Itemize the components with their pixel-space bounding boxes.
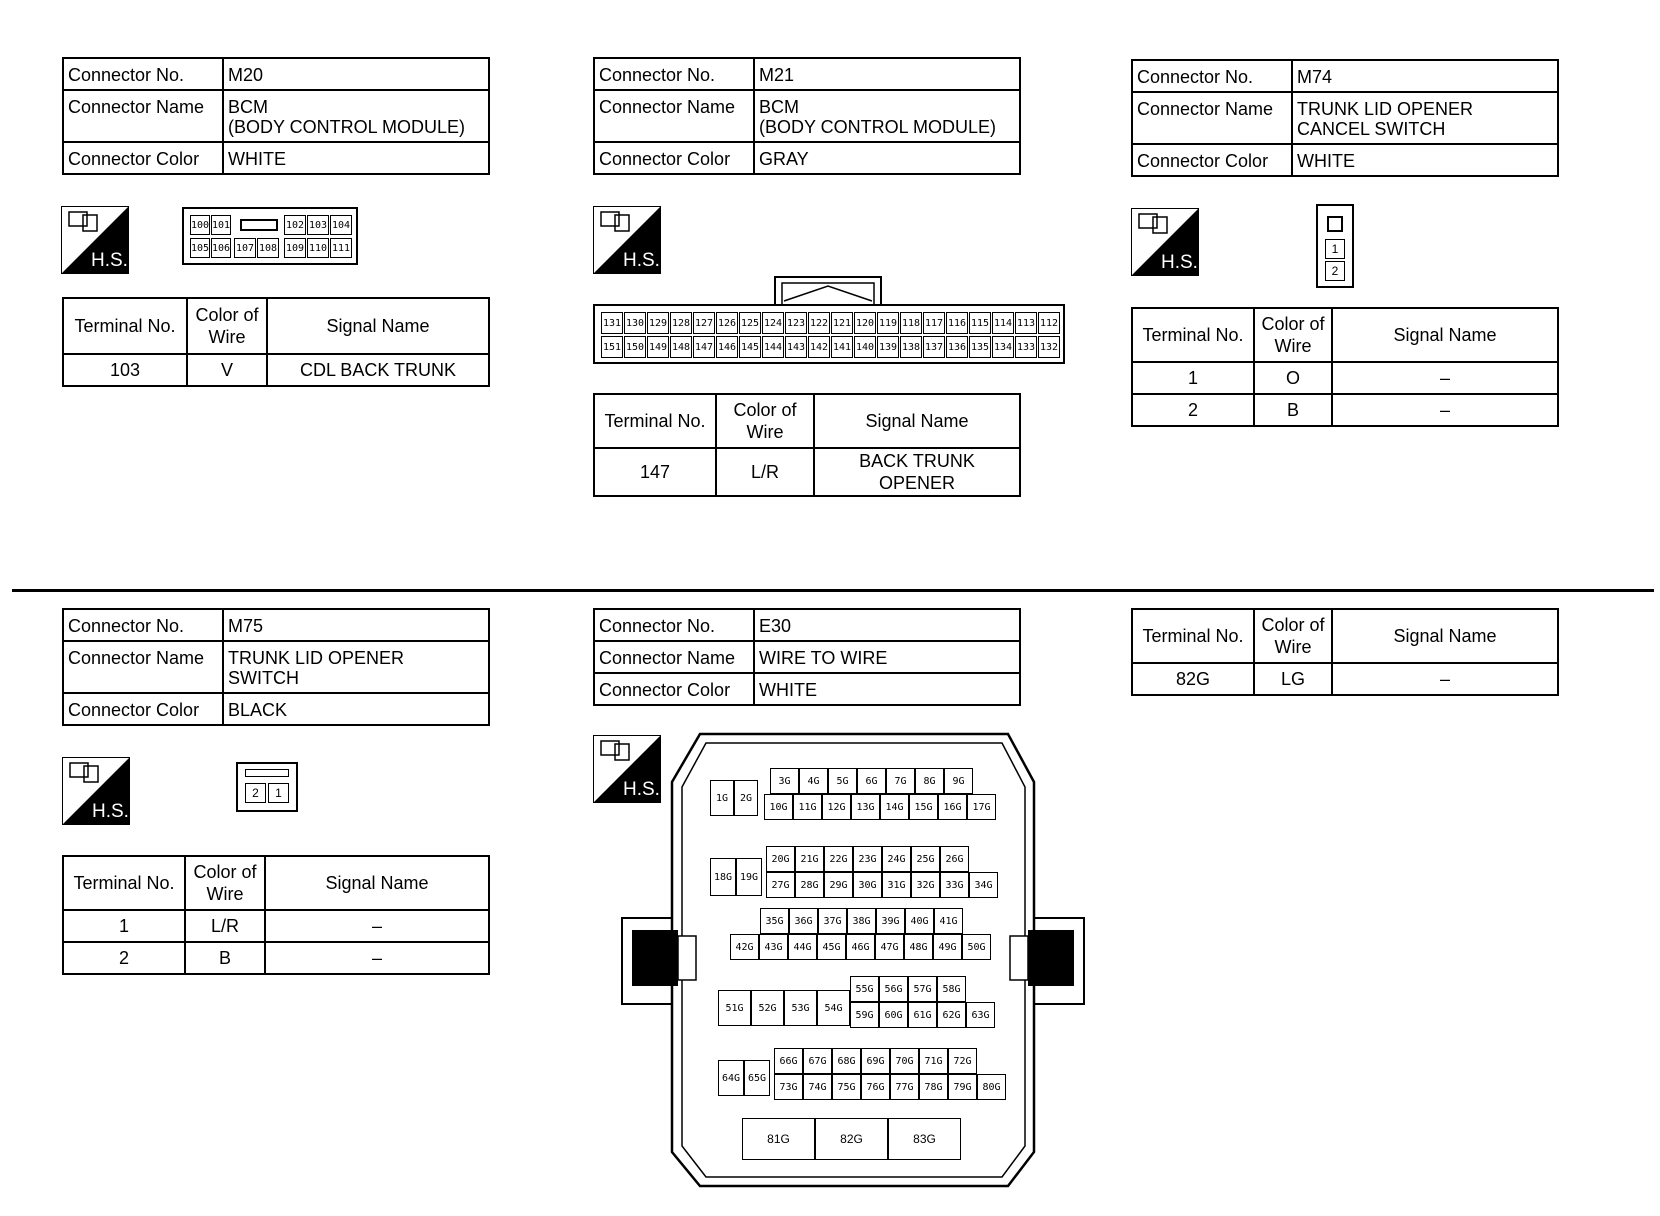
pin: 112 <box>1038 312 1060 334</box>
pin: 137 <box>923 336 945 358</box>
pin: 51G <box>718 990 751 1026</box>
pin: 35G <box>760 908 789 934</box>
info-label: Connector No. <box>594 58 754 90</box>
info-label: Connector Color <box>1132 144 1292 176</box>
table-row <box>63 354 489 386</box>
m74-connector-info <box>1131 59 1559 177</box>
info-label: Connector No. <box>63 58 223 90</box>
pin: 29G <box>824 872 853 898</box>
pin: 24G <box>882 846 911 872</box>
pin: 82G <box>815 1118 888 1160</box>
column-header: Signal Name <box>1332 308 1558 362</box>
info-label: Connector No. <box>63 609 223 641</box>
pin: 34G <box>969 872 998 898</box>
info-value: WHITE <box>223 142 489 174</box>
pin: 107 <box>234 238 256 258</box>
pin: 61G <box>908 1002 937 1028</box>
terminal-no: 103 <box>63 354 187 386</box>
table-row <box>1132 663 1558 695</box>
pin: 143 <box>785 336 807 358</box>
column-header: Signal Name <box>267 298 489 354</box>
pin: 10G <box>764 794 793 820</box>
pin: 20G <box>766 846 795 872</box>
info-label: Connector Name <box>1132 92 1292 144</box>
pin: 33G <box>940 872 969 898</box>
terminal-no: 82G <box>1132 663 1254 695</box>
connector-key <box>240 219 278 231</box>
pin: 17G <box>967 794 996 820</box>
pin: 54G <box>817 990 850 1026</box>
pin: 127 <box>693 312 715 334</box>
pin: 114 <box>992 312 1014 334</box>
signal-name: – <box>265 910 489 942</box>
hs-label: H.S. <box>623 779 660 800</box>
signal-name: – <box>265 942 489 974</box>
pin: 27G <box>766 872 795 898</box>
pin: 30G <box>853 872 882 898</box>
info-label: Connector Name <box>63 90 223 142</box>
pin: 103 <box>307 215 329 235</box>
pin: 147 <box>693 336 715 358</box>
pin: 138 <box>900 336 922 358</box>
info-value: BCM (BODY CONTROL MODULE) <box>754 90 1020 142</box>
pin: 142 <box>808 336 830 358</box>
pin: 2 <box>245 783 266 803</box>
info-value: M21 <box>754 58 1020 90</box>
pin: 60G <box>879 1002 908 1028</box>
pin: 133 <box>1015 336 1037 358</box>
pin: 40G <box>905 908 934 934</box>
pin: 46G <box>846 934 875 960</box>
info-label: Connector Name <box>63 641 223 693</box>
info-value: WHITE <box>754 673 1020 705</box>
pin: 59G <box>850 1002 879 1028</box>
harness-side-icon <box>62 757 130 825</box>
info-label: Connector Color <box>63 142 223 174</box>
hs-label: H.S. <box>623 250 660 271</box>
hs-label: H.S. <box>91 250 128 271</box>
column-header: Color of Wire <box>1254 609 1332 663</box>
info-value: TRUNK LID OPENER SWITCH <box>223 641 489 693</box>
pin: 22G <box>824 846 853 872</box>
pin: 49G <box>933 934 962 960</box>
info-value: TRUNK LID OPENER CANCEL SWITCH <box>1292 92 1558 144</box>
pin: 52G <box>751 990 784 1026</box>
info-label: Connector Name <box>594 641 754 673</box>
pin: 56G <box>879 976 908 1002</box>
pin: 132 <box>1038 336 1060 358</box>
pin: 144 <box>762 336 784 358</box>
wire-color: V <box>187 354 267 386</box>
pin: 50G <box>962 934 991 960</box>
info-value: M75 <box>223 609 489 641</box>
pin: 74G <box>803 1074 832 1100</box>
m20-terminal-table <box>62 297 490 387</box>
pin: 2 <box>1325 261 1345 281</box>
pin: 149 <box>647 336 669 358</box>
wire-color: L/R <box>716 448 814 496</box>
pin: 122 <box>808 312 830 334</box>
pin: 19G <box>736 858 762 896</box>
pin: 125 <box>739 312 761 334</box>
m21-connector-info <box>593 57 1021 175</box>
pin: 123 <box>785 312 807 334</box>
info-value: WIRE TO WIRE <box>754 641 1020 673</box>
info-value: M20 <box>223 58 489 90</box>
terminal-no: 1 <box>63 910 185 942</box>
pin: 32G <box>911 872 940 898</box>
pin: 110 <box>307 238 329 258</box>
pin: 21G <box>795 846 824 872</box>
info-label: Connector Color <box>594 673 754 705</box>
pin: 140 <box>854 336 876 358</box>
pin: 129 <box>647 312 669 334</box>
pin: 48G <box>904 934 933 960</box>
pin: 45G <box>817 934 846 960</box>
pin: 14G <box>880 794 909 820</box>
pin: 119 <box>877 312 899 334</box>
pin: 7G <box>886 768 915 794</box>
pin: 146 <box>716 336 738 358</box>
pin: 43G <box>759 934 788 960</box>
pin: 13G <box>851 794 880 820</box>
pin: 76G <box>861 1074 890 1100</box>
pin: 63G <box>966 1002 995 1028</box>
m75-terminal-table <box>62 855 490 975</box>
wire-color: B <box>185 942 265 974</box>
pin: 1 <box>268 783 289 803</box>
pin: 118 <box>900 312 922 334</box>
terminal-no: 147 <box>594 448 716 496</box>
pin: 12G <box>822 794 851 820</box>
info-value: BLACK <box>223 693 489 725</box>
harness-side-icon <box>593 206 661 274</box>
pin: 145 <box>739 336 761 358</box>
e30-terminal-table <box>1131 608 1559 696</box>
pin: 39G <box>876 908 905 934</box>
pin: 5G <box>828 768 857 794</box>
pin: 108 <box>257 238 279 258</box>
pin: 36G <box>789 908 818 934</box>
pin: 2G <box>734 780 758 816</box>
terminal-no: 2 <box>63 942 185 974</box>
pin: 109 <box>284 238 306 258</box>
signal-name: CDL BACK TRUNK <box>267 354 489 386</box>
pin: 8G <box>915 768 944 794</box>
connector-key <box>245 769 289 777</box>
pin: 1G <box>710 780 734 816</box>
column-header: Signal Name <box>1332 609 1558 663</box>
wire-color: L/R <box>185 910 265 942</box>
pin: 135 <box>969 336 991 358</box>
info-label: Connector No. <box>1132 60 1292 92</box>
info-value: WHITE <box>1292 144 1558 176</box>
column-header: Terminal No. <box>594 394 716 448</box>
pin: 64G <box>718 1060 744 1096</box>
pin: 15G <box>909 794 938 820</box>
m74-terminal-table <box>1131 307 1559 427</box>
pin: 101 <box>211 215 231 235</box>
pin: 70G <box>890 1048 919 1074</box>
terminal-no: 1 <box>1132 362 1254 394</box>
harness-side-icon <box>61 206 129 274</box>
pin: 77G <box>890 1074 919 1100</box>
pin: 38G <box>847 908 876 934</box>
pin: 102 <box>284 215 306 235</box>
info-label: Connector Color <box>594 142 754 174</box>
pin: 134 <box>992 336 1014 358</box>
pin: 75G <box>832 1074 861 1100</box>
pin: 28G <box>795 872 824 898</box>
pin: 4G <box>799 768 828 794</box>
pin: 150 <box>624 336 646 358</box>
pin: 11G <box>793 794 822 820</box>
m75-connector-info <box>62 608 490 726</box>
pin: 72G <box>948 1048 977 1074</box>
info-value: M74 <box>1292 60 1558 92</box>
column-header: Terminal No. <box>63 856 185 910</box>
pin: 57G <box>908 976 937 1002</box>
pin: 151 <box>601 336 623 358</box>
pin: 31G <box>882 872 911 898</box>
pin: 141 <box>831 336 853 358</box>
m21-connector-face <box>593 304 1065 364</box>
column-header: Terminal No. <box>1132 308 1254 362</box>
info-value: GRAY <box>754 142 1020 174</box>
pin: 69G <box>861 1048 890 1074</box>
m21-terminal-table <box>593 393 1021 497</box>
pin: 80G <box>977 1074 1006 1100</box>
pin: 62G <box>937 1002 966 1028</box>
pin: 81G <box>742 1118 815 1160</box>
pin: 148 <box>670 336 692 358</box>
pin: 117 <box>923 312 945 334</box>
pin: 58G <box>937 976 966 1002</box>
table-row <box>594 448 1020 496</box>
column-header: Color of Wire <box>716 394 814 448</box>
info-label: Connector Color <box>63 693 223 725</box>
pin: 126 <box>716 312 738 334</box>
pin: 65G <box>744 1060 770 1096</box>
column-header: Color of Wire <box>187 298 267 354</box>
pin: 37G <box>818 908 847 934</box>
pin: 131 <box>601 312 623 334</box>
m75-connector-face <box>236 762 298 812</box>
column-header: Color of Wire <box>1254 308 1332 362</box>
terminal-no: 2 <box>1132 394 1254 426</box>
pin: 67G <box>803 1048 832 1074</box>
pin: 73G <box>774 1074 803 1100</box>
column-header: Signal Name <box>814 394 1020 448</box>
signal-name: – <box>1332 663 1558 695</box>
pin: 9G <box>944 768 973 794</box>
harness-side-icon <box>1131 208 1199 276</box>
pin: 66G <box>774 1048 803 1074</box>
pin: 25G <box>911 846 940 872</box>
info-label: Connector Name <box>594 90 754 142</box>
table-row <box>63 942 489 974</box>
pin: 100 <box>190 215 210 235</box>
pin: 111 <box>330 238 352 258</box>
pin: 116 <box>946 312 968 334</box>
pin: 3G <box>770 768 799 794</box>
wire-color: LG <box>1254 663 1332 695</box>
connector-key <box>1327 216 1343 232</box>
pin: 71G <box>919 1048 948 1074</box>
signal-name: BACK TRUNK OPENER <box>814 448 1020 496</box>
wire-color: B <box>1254 394 1332 426</box>
pin: 136 <box>946 336 968 358</box>
pin: 53G <box>784 990 817 1026</box>
hs-label: H.S. <box>1161 252 1198 273</box>
pin: 115 <box>969 312 991 334</box>
pin: 42G <box>730 934 759 960</box>
table-row <box>63 910 489 942</box>
pin: 124 <box>762 312 784 334</box>
pin: 106 <box>211 238 231 258</box>
m20-connector-face <box>182 207 358 265</box>
e30-connector-info <box>593 608 1021 706</box>
info-value: BCM (BODY CONTROL MODULE) <box>223 90 489 142</box>
pin: 44G <box>788 934 817 960</box>
m20-connector-info <box>62 57 490 175</box>
pin: 128 <box>670 312 692 334</box>
pin: 6G <box>857 768 886 794</box>
hs-label: H.S. <box>92 801 129 822</box>
info-value: E30 <box>754 609 1020 641</box>
pin: 1 <box>1325 239 1345 259</box>
pin: 78G <box>919 1074 948 1100</box>
pin: 113 <box>1015 312 1037 334</box>
pin: 18G <box>710 858 736 896</box>
pin: 130 <box>624 312 646 334</box>
pin: 105 <box>190 238 210 258</box>
column-header: Terminal No. <box>1132 609 1254 663</box>
column-header: Terminal No. <box>63 298 187 354</box>
pin: 41G <box>934 908 963 934</box>
table-row <box>1132 362 1558 394</box>
pin: 16G <box>938 794 967 820</box>
column-header: Signal Name <box>265 856 489 910</box>
pin: 79G <box>948 1074 977 1100</box>
pin: 139 <box>877 336 899 358</box>
pin: 55G <box>850 976 879 1002</box>
pin: 23G <box>853 846 882 872</box>
pin: 68G <box>832 1048 861 1074</box>
pin: 83G <box>888 1118 961 1160</box>
wire-color: O <box>1254 362 1332 394</box>
pin: 120 <box>854 312 876 334</box>
pin: 26G <box>940 846 969 872</box>
pin: 104 <box>330 215 352 235</box>
pin: 47G <box>875 934 904 960</box>
signal-name: – <box>1332 362 1558 394</box>
pin: 121 <box>831 312 853 334</box>
column-header: Color of Wire <box>185 856 265 910</box>
table-row <box>1132 394 1558 426</box>
signal-name: – <box>1332 394 1558 426</box>
m74-connector-face <box>1316 204 1354 288</box>
info-label: Connector No. <box>594 609 754 641</box>
section-divider <box>12 589 1654 592</box>
